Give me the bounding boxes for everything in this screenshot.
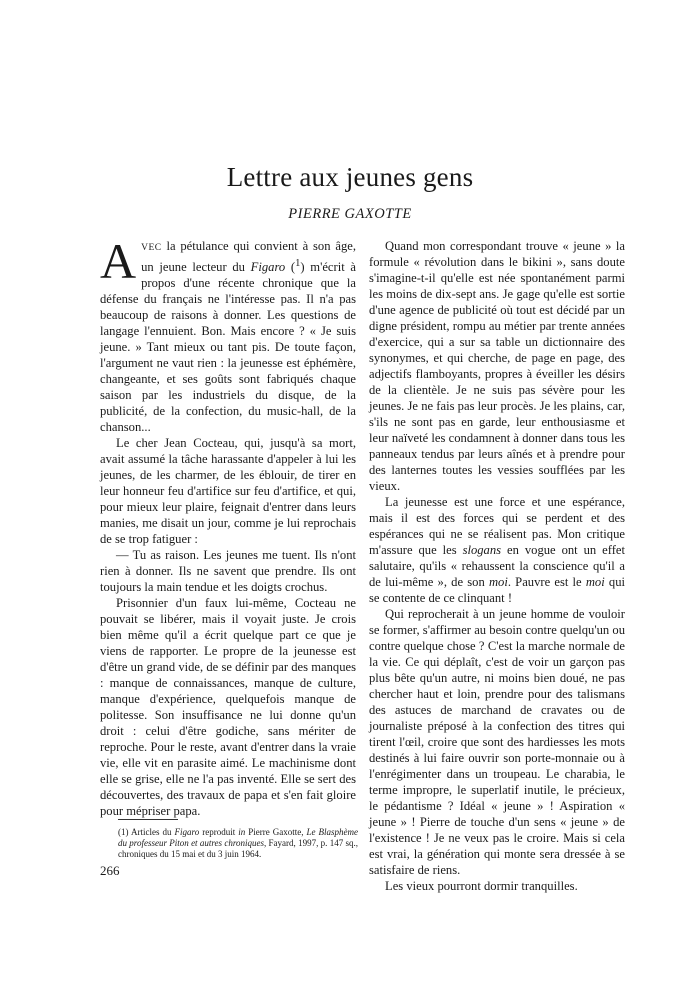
- book-title: Le Blasphème du professeur Piton et autres chroniques: [118, 827, 358, 848]
- italic-text: moi: [488, 575, 508, 589]
- paragraph-text: en vogue ont un effet salutaire, qu'ils « rehaussent la conscience qu'il a de lui-même », de son: [369, 543, 625, 589]
- italic-text: moi: [585, 575, 605, 589]
- page-number: 266: [100, 863, 120, 878]
- footnote-text: Pierre Gaxotte,: [245, 827, 307, 837]
- italic-text: Figaro: [250, 260, 286, 275]
- paragraph: Les vieux pourront dormir tranquilles.: [385, 879, 578, 893]
- article-title: Lettre aux jeunes gens: [226, 162, 474, 192]
- paragraph-text: la pétulance qui convient à son âge, un jeune lecteur du: [141, 239, 356, 275]
- italic-text: slogans: [462, 543, 502, 557]
- footnote-rule: [118, 819, 178, 820]
- small-caps-text: VEC: [141, 243, 162, 253]
- paragraph: Prisonnier d'un faux lui-même, Cocteau ne pouvait se libérer, mais il voyait juste. Je crois bien même qu'il a écrit quelque part ce que je viens de rapporter. Le propre de la jeunesse est d'être un grand vide, de se définir par des manques : manque de connaissances, manque de culture, manque d'expérience, quelquefois manque de politesse. Son insuffisance ne lui donne qu'un droit : celui d'être godiche, sans mériter de reproche. Pour le reste, avant d'entrer dans la vraie vie, elle vit en parasite aimé. Le machinisme dont elle se grise, elle ne l'a pas inventé. Elle se sert des découvertes, des travaux de papa et s'en fait gloire pour mépriser papa.: [100, 596, 356, 819]
- drop-cap: A: [100, 233, 137, 289]
- footnote-marker: (1): [118, 827, 129, 837]
- author-name: PIERRE GAXOTTE: [288, 206, 412, 222]
- paragraph: — Tu as raison. Les jeunes me tuent. Ils n'ont rien à donner. Ils ne savent que prendre. Ils ont toujours la main tendue et les doigts crochus.: [100, 548, 356, 595]
- left-column: [100, 233, 357, 819]
- paragraph: Le cher Jean Cocteau, qui, jusqu'à sa mort, avait assumé la tâche harassante d'appeler à lui les jeunes, de les charmer, de les éblouir, de tirer en leur honneur feu d'artifice sur feu d'artifice, et qui, pour mieux leur plaire, feignait d'entrer dans leurs manies, me disait un jour, comme je lui reprochais de se trop fatiguer :: [100, 436, 356, 547]
- footnote-text: , Fayard, 1997, p. 147 sq., chroniques du 15 mai et du 3 juin 1964.: [118, 838, 358, 859]
- paragraph: Qui reprocherait à un jeune homme de vouloir se former, s'affirmer au besoin contre quelqu'un ou contre quelque chose ? C'est la marche normale de la vie. Ce qui déplaît, c'est de voir un garçon pas plus bête qu'un autre, ni moins bien doué, ne pas chercher haut et loin, prendre pour des talismans des astuces de marchand de cravates ou de journaliste préposé à la confection des titres qui tirent l'œil, croire que sont des hardiesses les mots destinés à lui faire ouvrir son porte-monnaie ou à l'enrégimenter dans un troupeau. Le charabia, le terme impropre, le superlatif inutile, le précieux, le pédantisme ? Idéal « jeune » ! Aspiration « jeune » ! Pierre de touche d'un sens « jeune » de l'existence ! Je ne veux pas le croire. Mais si cela est vrai, la génération qui monte sera dressée à se satisfaire de riens.: [369, 607, 625, 877]
- footnote: [118, 827, 358, 860]
- paragraph-text: qui se contente de ce clinquant !: [369, 575, 626, 605]
- italic-text: in: [238, 827, 246, 837]
- paragraph: AVEC la pétulance qui convient à son âge, un jeune lecteur du Figaro ($^1$) m'écrit à propos d'une récente chronique que la défense du français ne l'intéresse pas. Il n'a pas beaucoup de raisons à donner. Les questions de langage l'ennuient. Bon. Mais encore ? « Je suis jeune. » Tant mieux ou tant pis. De toute façon, l'argument ne vaut rien : la jeunesse est éphémère, changeante, et ses goûts sont fabriqués chaque saison par les industriels du disque, de la publicité, de la confection, du music-hall, de la chanson...: [100, 233, 357, 435]
- paragraph: Quand mon correspondant trouve « jeune » la formule « révolution dans le bikini », sans doute s'imagine-t-il qu'elle est née spontanément parmi les moins de dix-sept ans. Je gage qu'elle est sortie d'une agence de publicité où tout est décidé par un digne président, rompu au métier par trente années d'exercice, qui a sur sa table un dictionnaire des synonymes, et qui cherche, de page en page, des adjectifs flamboyants, propres à éveiller les désirs de la clientèle. Je ne suis pas sévère pour les jeunes. Je ne fais pas leur procès. Je les plains, car, s'ils ne sont pas en garde, leur enthousiasme et leur naïveté les condamnent à donner dans tous les panneaux tendus par leurs aînés et à prendre pour des lanternes toutes les vessies soufflées par les vieux.: [369, 239, 625, 493]
- footnote-text: reproduit: [199, 827, 239, 837]
- paragraph: [369, 494, 625, 606]
- footnote-marker: 1: [295, 258, 301, 269]
- right-column: [369, 238, 625, 894]
- paragraph-text: . Pauvre est le: [507, 575, 586, 589]
- footnote-text: Articles du: [128, 827, 175, 837]
- paragraph-text: La jeunesse est une force et une espérance, mais il est des forces qui se perdent et des espérances qui ne se réalisent pas. Mon critique m'assure que les: [369, 495, 625, 557]
- italic-text: Figaro: [174, 827, 200, 837]
- paragraph-text: m'écrit à propos d'une récente chronique que la défense du français ne l'intéresse pas. Il n'a pas beaucoup de raisons à donner. Les questions de langage l'ennuient. Bon. Mais encore ? « Je suis jeune. » Tant mieux ou tant pis. De toute façon, l'argument ne vaut rien : la jeunesse est éphémère, changeante, et ses goûts sont fabriqués chaque saison par les industriels du disque, de la publicité, de la confection, du music-hall, de la chanson...: [100, 260, 357, 435]
